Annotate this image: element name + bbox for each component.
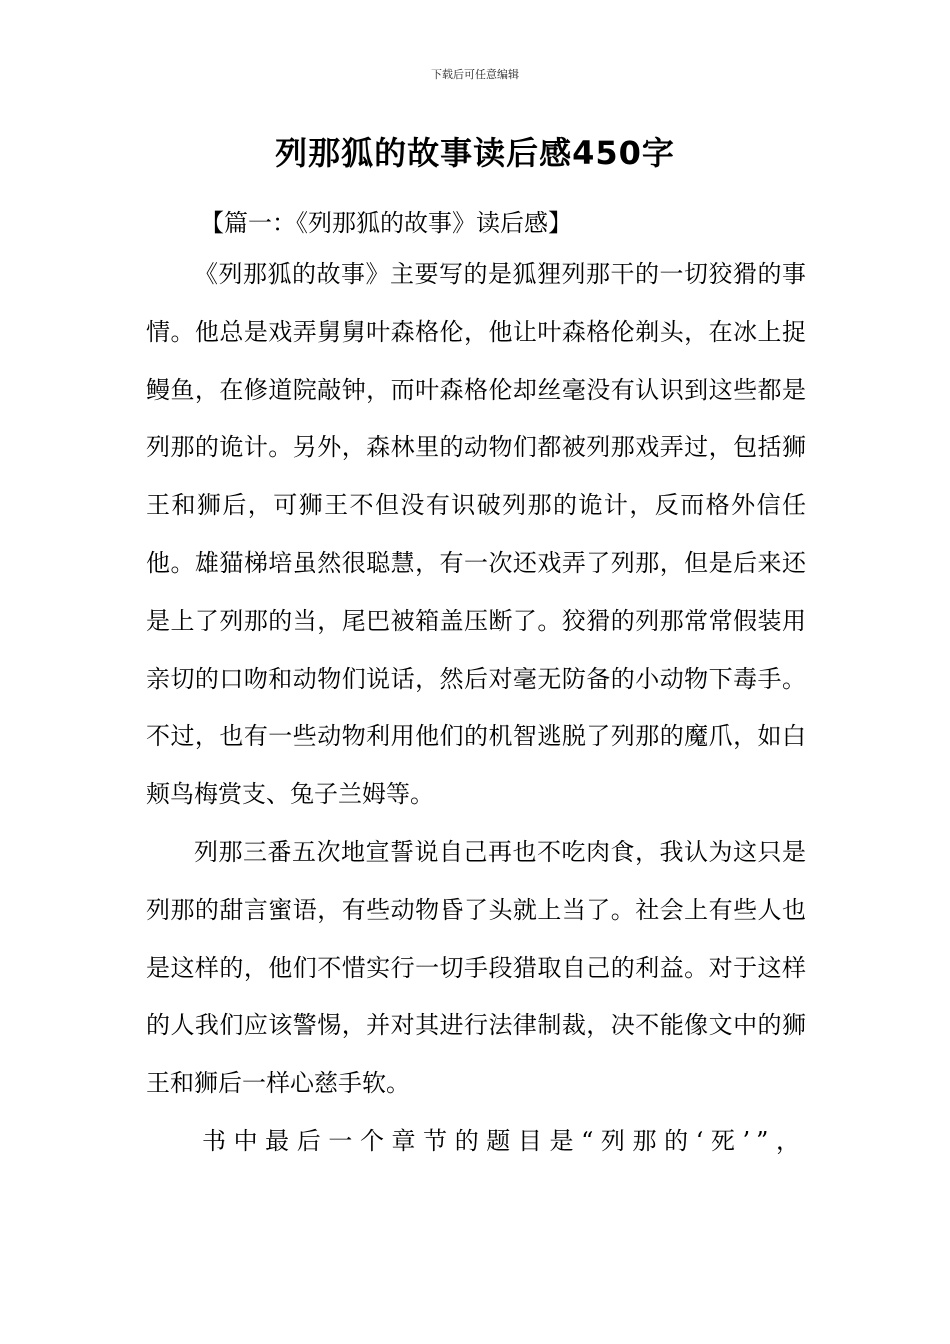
document-body [146,200,806,1171]
paragraph: 《列那狐的故事》主要写的是狐狸列那干的一切狡猾的事情。他总是戏弄舅舅叶森格伦，他让叶森格伦剃头，在冰上捉鳗鱼，在修道院敲钟，而叶森格伦却丝毫没有认识到这些都是列那的诡计。另外，森林里的动物们都被列那戏弄过，包括狮王和狮后，可狮王不但没有识破列那的诡计，反而格外信任他。雄猫梯培虽然很聪慧，有一次还戏弄了列那，但是后来还是上了列那的当，尾巴被箱盖压断了。狡猾的列那常常假装用亲切的口吻和动物们说话，然后对毫无防备的小动物下毒手。不过，也有一些动物利用他们的机智逃脱了列那的魔爪，如白颊鸟梅赏支、兔子兰姆等。 [146,260,806,809]
paragraph: 书中最后一个章节的题目是“列那的‘死’”， [202,1126,806,1155]
section-heading: 【篇一：《列那狐的故事》读后感】 [200,209,572,237]
page-title: 列那狐的故事读后感450字 [275,134,675,172]
header-note: 下载后可任意编辑 [431,68,519,81]
paragraph: 列那三番五次地宣誓说自己再也不吃肉食，我认为这只是列那的甜言蜜语，有些动物昏了头就上当了。社会上有些人也是这样的，他们不惜实行一切手段猎取自己的利益。对于这样的人我们应该警惕，并对其进行法律制裁，决不能像文中的狮王和狮后一样心慈手软。 [146,837,806,1098]
